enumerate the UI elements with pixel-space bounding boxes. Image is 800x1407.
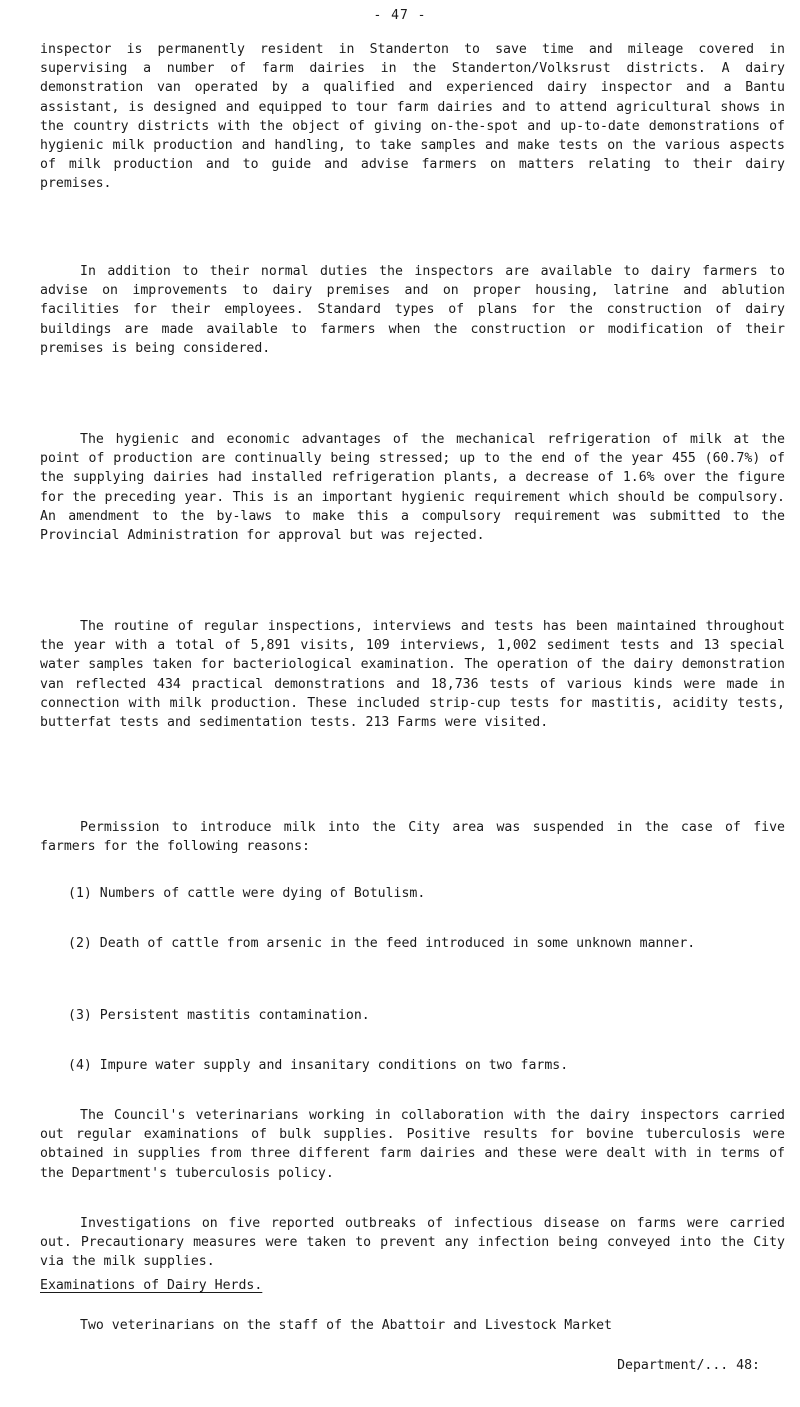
reason-item: (4) Impure water supply and insanitary conditions on two farms. bbox=[68, 1058, 569, 1073]
paragraph-veterinarians: The Council's veterinarians working in collaboration with the dairy inspectors carried out regular examinations of bulk supplies. Positive results for bovine tuberculosis were obtained in supplies from three different farm dairies and these were dealt with in terms of the Department's tuberculosis policy. bbox=[40, 1108, 785, 1181]
reason-item: (2) Death of cattle from arsenic in the feed introduced in some unknown manner. bbox=[68, 936, 696, 951]
page-number: - 47 - bbox=[373, 8, 427, 23]
paragraph-inspections: The routine of regular inspections, interviews and tests has been maintained throughout the year with a total of 5,891 visits, 109 interviews, 1,002 sediment tests and 13 special water samples taken for bacteriological examination. The operation of the dairy demonstration van reflected 434 practical demonstrations and 18,736 tests of various kinds were made in connection with milk production. These included strip-cup tests for mastitis, acidity tests, butterfat tests and sedimentation tests. 213 Farms were visited. bbox=[40, 619, 785, 731]
continuation-marker: Department/... 48: bbox=[617, 1358, 760, 1373]
paragraph-inspectors: In addition to their normal duties the inspectors are available to dairy farmers to advise on improvements to dairy premises and on proper housing, latrine and ablution facilities for their employees. Standard types of plans for the construction of dairy buildings are made available to farmers when the construction or modification of their premises is being considered. bbox=[40, 264, 785, 356]
paragraph-permission: Permission to introduce milk into the City area was suspended in the case of five farmers for the following reasons: bbox=[40, 820, 785, 855]
paragraph-refrigeration: The hygienic and economic advantages of the mechanical refrigeration of milk at the point of production are continually being stressed; up to the end of the year 455 (60.7%) of the supplying dairies had installed refrigeration plants, a decrease of 1.6% over the figure for the preceding year. This is an important hygienic requirement which should be compulsory. An amendment to the by-laws to make this a compulsory requirement was submitted to the Provincial Administration for approval but was rejected. bbox=[40, 432, 785, 544]
paragraph-investigations: Investigations on five reported outbreaks of infectious disease on farms were carried out. Precautionary measures were taken to prevent any infection being conveyed into the City via the milk supplies. bbox=[40, 1216, 785, 1270]
section-heading: Examinations of Dairy Herds. bbox=[40, 1278, 263, 1293]
reason-item: (1) Numbers of cattle were dying of Botulism. bbox=[68, 886, 426, 901]
paragraph-van: inspector is permanently resident in Standerton to save time and mileage covered in supervising a number of farm dairies in the Standerton/Volksrust districts. A dairy demonstration van operated by a qualified and experienced dairy inspector and a Bantu assistant, is designed and equipped to tour farm dairies and to attend agricultural shows in the country districts with the object of giving on-the-spot and up-to-date demonstrations of hygienic milk production and handling, to take samples and make tests on the various aspects of milk production and to guide and advise farmers on matters relating to their dairy premises. bbox=[40, 42, 785, 192]
reason-item: (3) Persistent mastitis contamination. bbox=[68, 1008, 370, 1023]
paragraph-abattoir: Two veterinarians on the staff of the Abattoir and Livestock Market bbox=[80, 1318, 612, 1333]
